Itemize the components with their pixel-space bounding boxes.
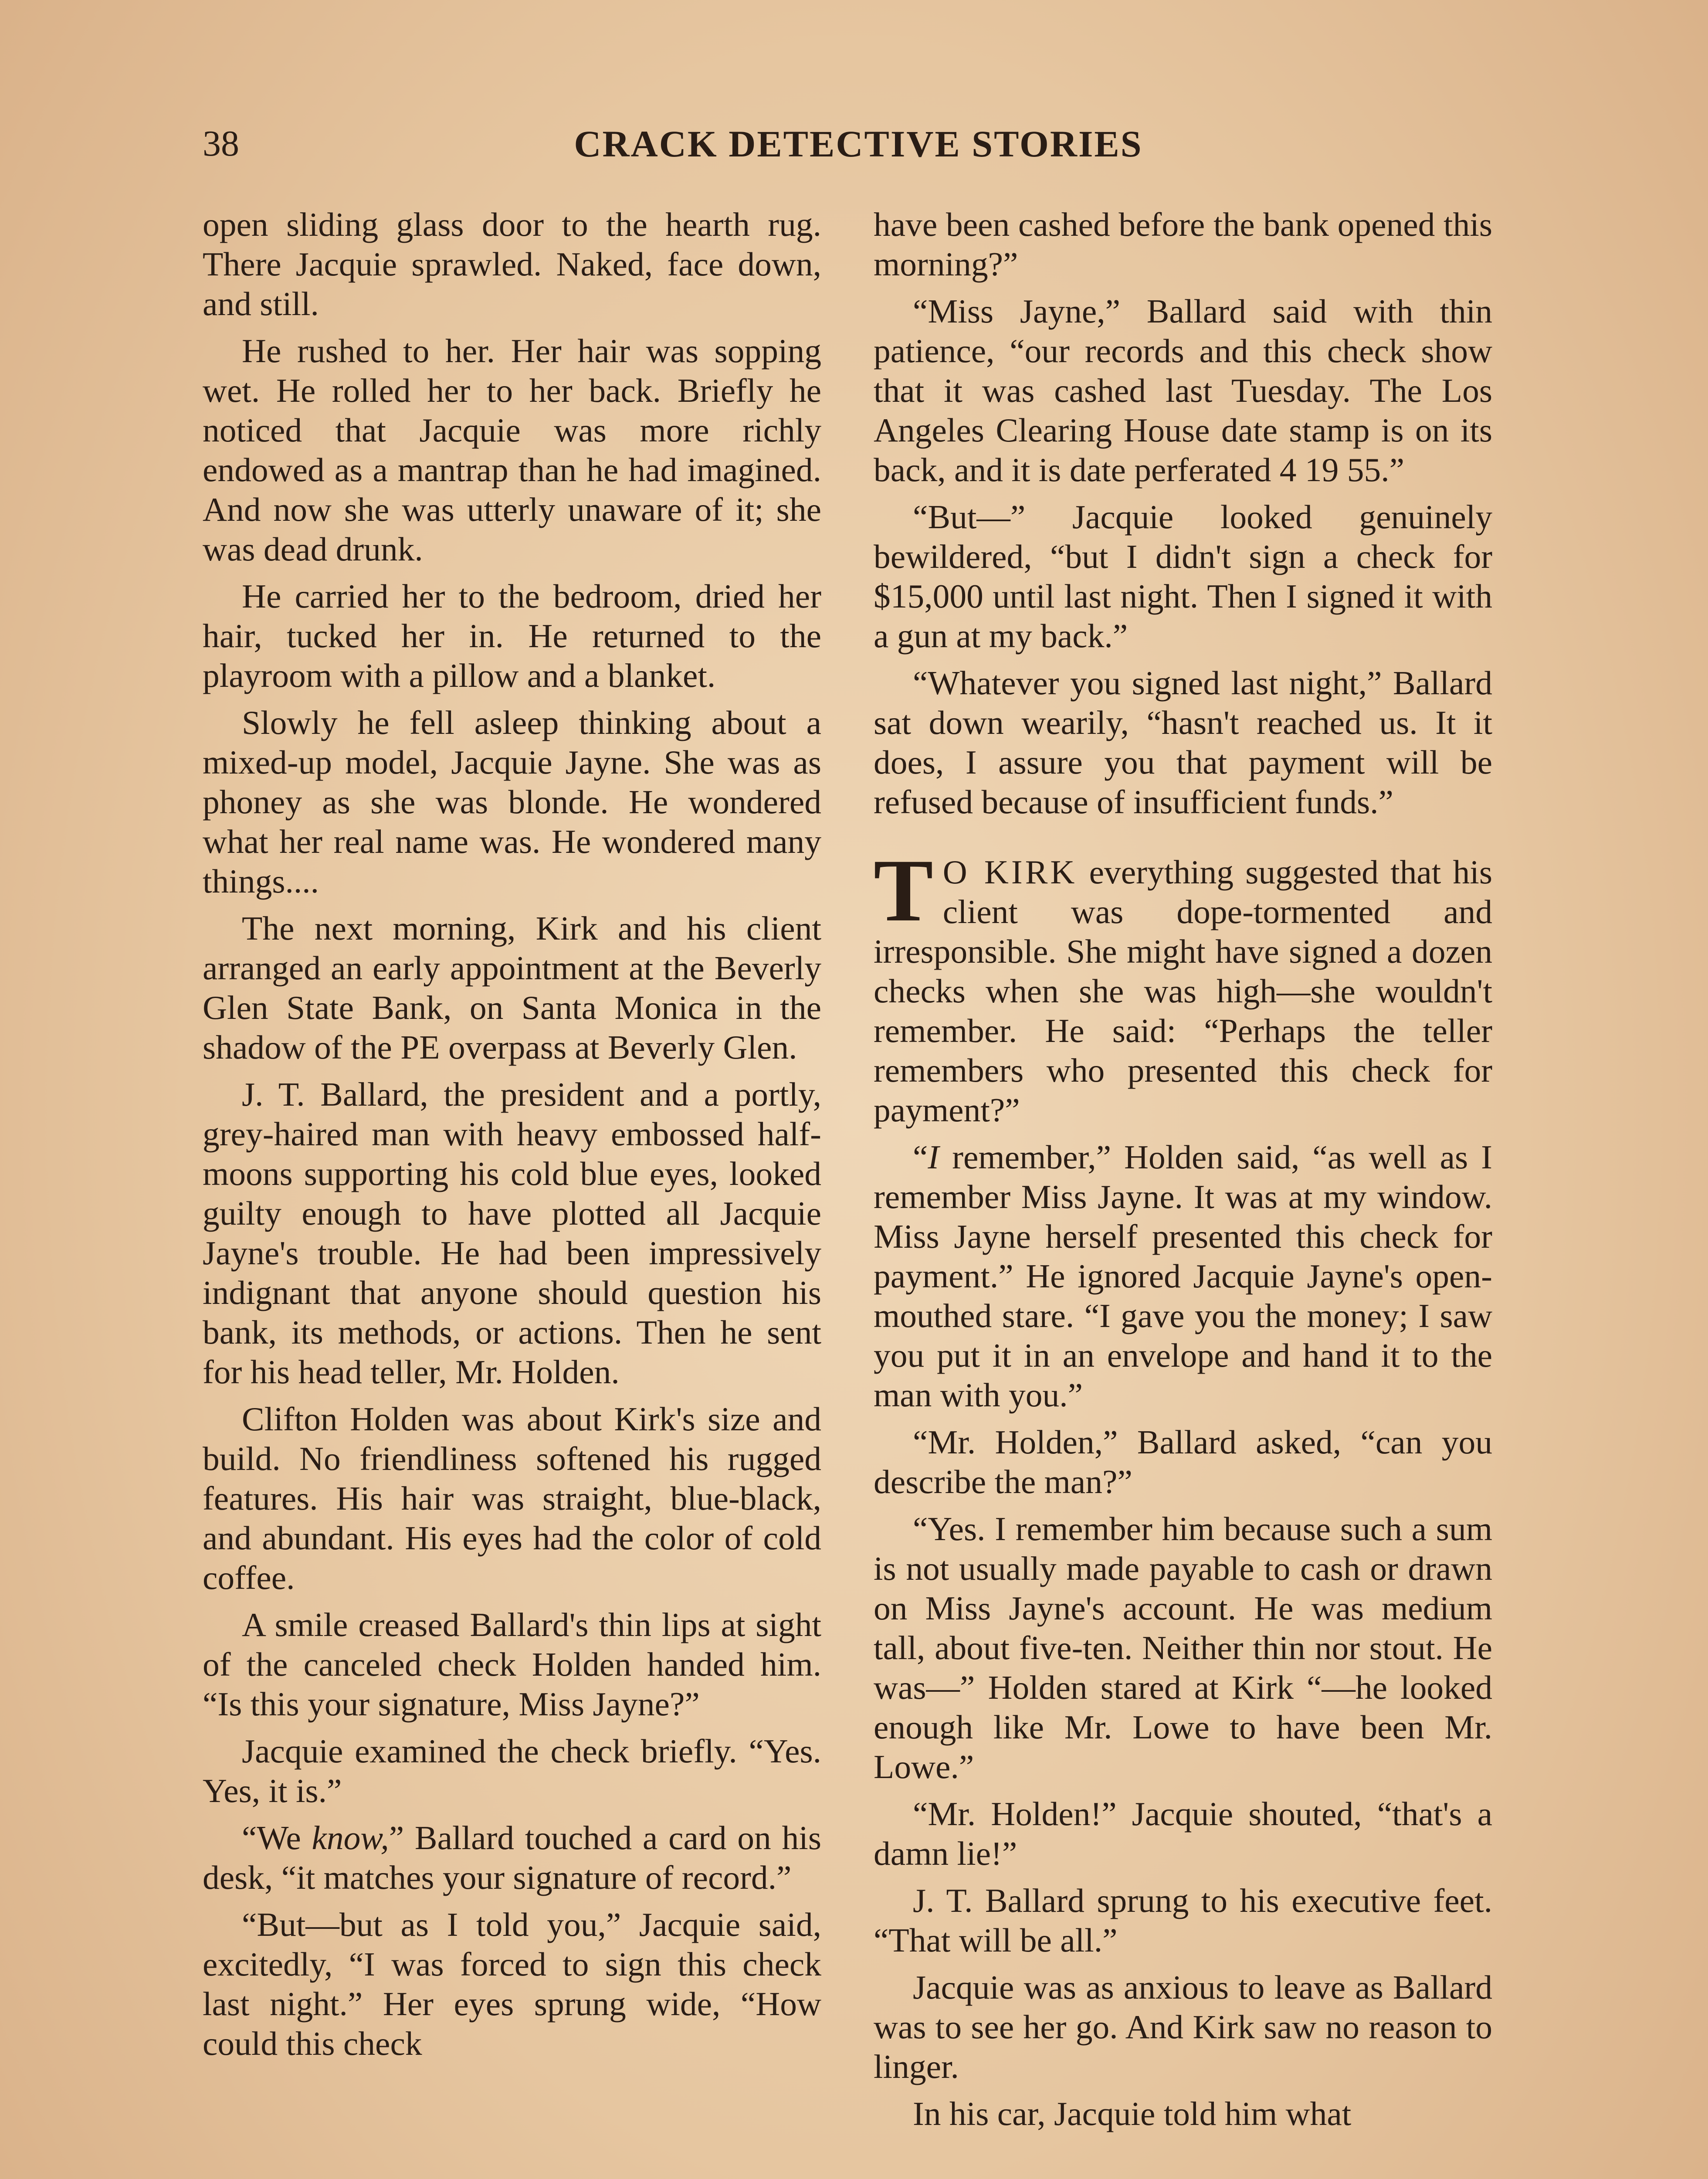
paragraph: A smile creased Ballard's thin lips at sight of the canceled check Holden handed him. “Is this your signature, Miss Jayne?” (203, 1606, 821, 1723)
paragraph (203, 1818, 821, 1897)
paragraph: “But—but as I told you,” Jacquie said, excitedly, “I was forced to sign this check last night.” Her eyes sprung wide, “How could this check (203, 1906, 821, 2062)
emphasis: I (928, 1138, 939, 1176)
paragraph: J. T. Ballard sprung to his executive feet. “That will be all.” (874, 1882, 1492, 1959)
paragraph: Slowly he fell asleep thinking about a mixed-up model, Jacquie Jayne. She was as phoney as she was blonde. He wondered what her real name was. He wondered many things.... (203, 704, 821, 900)
paragraph: In his car, Jacquie told him what (913, 2095, 1352, 2132)
page-number: 38 (203, 123, 239, 164)
text-run: everything suggested that his client was dope-tormented and irresponsible. She might have signed a dozen checks when she was high—she wouldn't remember. He said: “Perhaps the teller remembers who presented this check for payment?” (874, 853, 1492, 1129)
page-header (203, 118, 1514, 170)
right-column (874, 205, 1492, 2179)
paragraph: He carried her to the bedroom, dried her hair, tucked her in. He returned to the playroom with a pillow and a blanket. (203, 577, 821, 694)
paragraph: Clifton Holden was about Kirk's size and build. No friendliness softened his rugged features. His hair was straight, blue-black, and abundant. His eyes had the color of cold coffee. (203, 1400, 821, 1596)
left-column (203, 205, 821, 2179)
text-run: “ (913, 1138, 928, 1176)
paragraph (874, 1137, 1492, 1415)
paragraph: Jacquie was as anxious to leave as Ballard was to see her go. And Kirk saw no reason to linger. (874, 1969, 1492, 2085)
paragraph: have been cashed before the bank opened this morning?” (874, 206, 1492, 283)
paragraph: “But—” Jacquie looked genuinely bewildered, “but I didn't sign a check for $15,000 until last night. Then I signed it with a gun at my back.” (874, 498, 1492, 655)
paragraph: The next morning, Kirk and his client arranged an early appointment at the Beverly Glen State Bank, on Santa Monica in the shadow of the PE overpass at Beverly Glen. (203, 910, 821, 1066)
paragraph: “Whatever you signed last night,” Ballard sat down wearily, “hasn't reached us. It it does, I assure you that payment will be refused because of insufficient funds.” (874, 664, 1492, 821)
section-opening-paragraph (874, 841, 1492, 1130)
text-run: “We (242, 1819, 312, 1857)
text-run: ” Ballard touched a card on his desk, “it matches your signature of record.” (203, 1819, 821, 1896)
running-head: CRACK DETECTIVE STORIES (574, 123, 1143, 165)
drop-cap: T (874, 841, 933, 940)
text-run: remember,” Holden said, “as well as I remember Miss Jayne. It was at my window. Miss Jayne herself presented this check for payment.” He ignored Jacquie Jayne's open-mouthed stare. “I gave you the money; I saw you put it in an envelope and hand it to the man with you.” (874, 1138, 1492, 1414)
emphasis: know, (312, 1819, 389, 1857)
paragraph: open sliding glass door to the hearth rug. There Jacquie sprawled. Naked, face down, and still. (203, 206, 821, 322)
paragraph: He rushed to her. Her hair was sopping wet. He rolled her to her back. Briefly he noticed that Jacquie was more richly endowed as a mantrap than he had imagined. And now she was utterly unaware of it; she was dead drunk. (203, 332, 821, 568)
paragraph: Jacquie examined the check briefly. “Yes. Yes, it is.” (203, 1732, 821, 1809)
section-lead: O KIRK (942, 853, 1078, 891)
paragraph: “Mr. Holden,” Ballard asked, “can you describe the man?” (874, 1423, 1492, 1500)
paragraph: “Yes. I remember him because such a sum is not usually made payable to cash or drawn on Miss Jayne's account. He was medium tall, about five-ten. Neither thin nor stout. He was—” Holden stared at Kirk “—he looked enough like Mr. Lowe to have been Mr. Lowe.” (874, 1510, 1492, 1785)
paragraph: “Miss Jayne,” Ballard said with thin patience, “our records and this check show that it was cashed last Tuesday. The Los Angeles Clearing House date stamp is on its back, and it is date perferated 4 19 55.” (874, 292, 1492, 489)
paragraph: J. T. Ballard, the president and a portly, grey-haired man with heavy embossed half-moons supporting his cold blue eyes, looked guilty enough to have plotted all Jacquie Jayne's trouble. He had been impressively indignant that anyone should question his bank, its methods, or actions. Then he sent for his head teller, Mr. Holden. (203, 1076, 821, 1391)
paragraph: “Mr. Holden!” Jacquie shouted, “that's a damn lie!” (874, 1795, 1492, 1872)
